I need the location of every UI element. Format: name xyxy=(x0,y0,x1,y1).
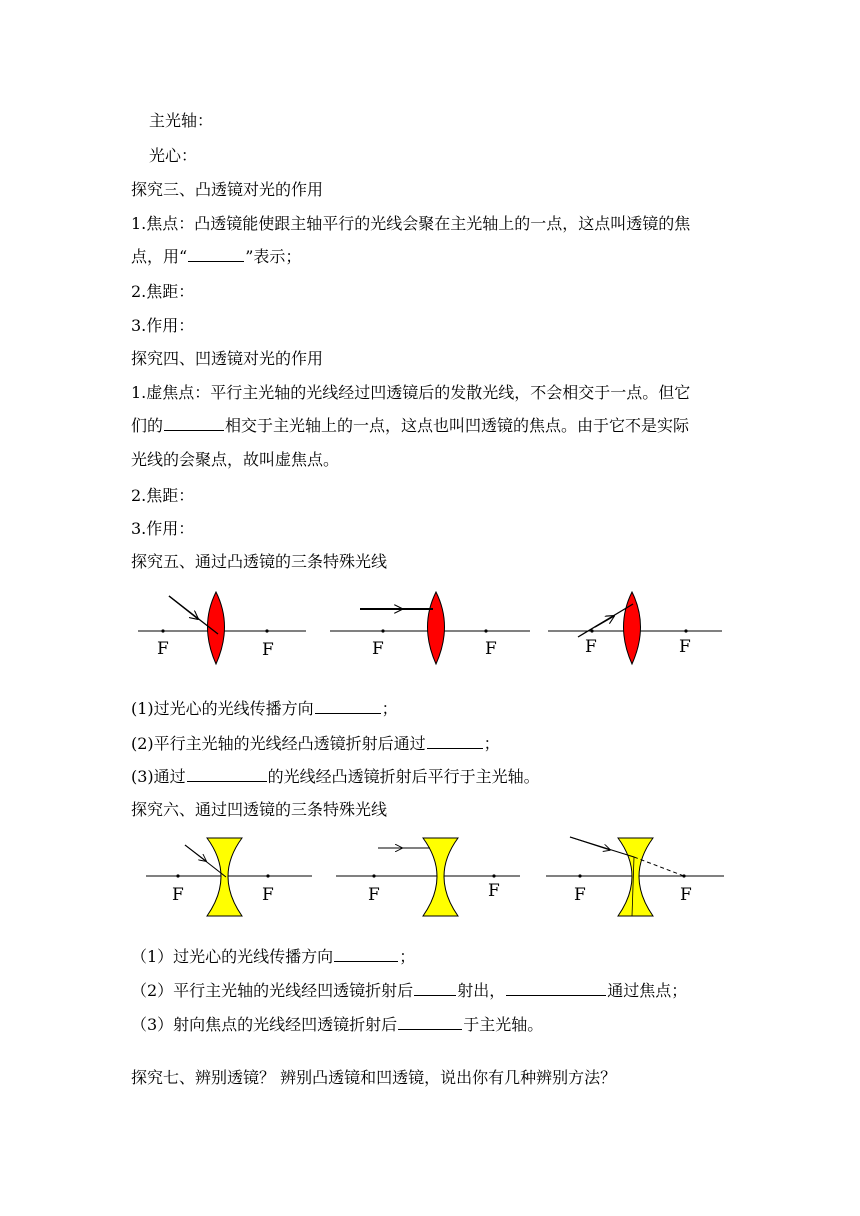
focus-label: F xyxy=(488,881,500,901)
focal-point xyxy=(265,629,268,632)
focal-point xyxy=(176,874,179,877)
section-4-item-1-line-1: 1.虚焦点：平行主光轴的光线经过凹透镜后的发散光线，不会相交于一点。但它 xyxy=(131,383,691,402)
convex-diagram-2 xyxy=(330,592,530,664)
focal-point xyxy=(578,874,581,877)
concave-diagram-1 xyxy=(146,838,312,916)
text-fragment: 点，用“ xyxy=(131,247,188,266)
section-3-item-2: 2.焦距： xyxy=(131,282,195,301)
section-3-item-1-line-2 xyxy=(131,246,301,267)
focal-point xyxy=(266,874,269,877)
text-fragment: ”表示； xyxy=(245,247,302,266)
section-3-title: 探究三、凸透镜对光的作用 xyxy=(131,180,324,199)
section-3-item-1-line-1: 1.焦点：凸透镜能使跟主轴平行的光线会聚在主光轴上的一点，这点叫透镜的焦 xyxy=(131,214,691,233)
focal-point xyxy=(492,874,495,877)
fill-blank[interactable] xyxy=(398,1014,462,1030)
convex-diagram-1 xyxy=(138,592,306,664)
optical-center-label: 光心： xyxy=(149,146,198,165)
focus-label: F xyxy=(368,885,380,905)
text-fragment: （2）平行主光轴的光线经凹透镜折射后 xyxy=(131,981,414,1000)
ray-arrow xyxy=(570,837,610,850)
focus-label: F xyxy=(485,639,497,659)
section-4-item-3: 3.作用： xyxy=(131,519,195,538)
focus-label: F xyxy=(262,640,274,660)
convex-diagram-3 xyxy=(548,592,722,664)
text-fragment: （3）射向焦点的光线经凹透镜折射后 xyxy=(131,1015,398,1034)
section-6-item-3 xyxy=(131,1014,543,1035)
text-fragment: 于主光轴。 xyxy=(463,1015,544,1034)
focal-point xyxy=(484,629,487,632)
text-fragment: （1）过光心的光线传播方向 xyxy=(131,947,334,966)
text-fragment: 相交于主光轴上的一点，这点也叫凹透镜的焦点。由于它不是实际 xyxy=(225,416,690,435)
fill-blank[interactable] xyxy=(315,698,381,714)
fill-blank[interactable] xyxy=(427,733,483,749)
fill-blank[interactable] xyxy=(164,415,224,431)
focus-label: F xyxy=(574,885,586,905)
text-fragment: (2)平行主光轴的光线经凸透镜折射后通过 xyxy=(131,734,426,753)
extended-ray xyxy=(634,857,684,876)
section-3-item-3: 3.作用： xyxy=(131,316,195,335)
focus-label: F xyxy=(157,639,169,659)
focus-label: F xyxy=(680,885,692,905)
main-axis-label: 主光轴： xyxy=(149,111,214,130)
section-6-item-1 xyxy=(131,946,415,967)
fill-blank[interactable] xyxy=(188,246,244,262)
section-6-item-2 xyxy=(131,980,687,1001)
concave-lens xyxy=(207,838,242,916)
focal-point xyxy=(684,629,687,632)
section-6-title: 探究六、通过凹透镜的三条特殊光线 xyxy=(131,800,388,819)
section-5-title: 探究五、通过凸透镜的三条特殊光线 xyxy=(131,552,388,571)
concave-diagram-2 xyxy=(336,838,520,916)
fill-blank[interactable] xyxy=(414,980,456,996)
concave-lens xyxy=(423,838,458,916)
fill-blank[interactable] xyxy=(334,946,398,962)
convex-lens xyxy=(624,592,641,664)
text-fragment: 的光线经凸透镜折射后平行于主光轴。 xyxy=(267,767,540,786)
ray-arrow xyxy=(595,616,614,627)
text-fragment: (3)通过 xyxy=(131,767,186,786)
focal-point xyxy=(372,874,375,877)
concave-diagram-3 xyxy=(546,837,724,916)
convex-lens xyxy=(428,592,445,664)
fill-blank[interactable] xyxy=(187,766,267,782)
section-5-item-1 xyxy=(131,698,398,719)
fill-blank[interactable] xyxy=(506,980,606,996)
text-fragment: ； xyxy=(381,699,398,718)
text-fragment: 射出， xyxy=(457,981,506,1000)
focus-label: F xyxy=(262,885,274,905)
focus-label: F xyxy=(585,637,597,657)
convex-lens-diagrams xyxy=(130,588,730,670)
concave-lens-diagrams xyxy=(140,830,730,922)
focus-label: F xyxy=(172,885,184,905)
text-fragment: 通过焦点； xyxy=(607,981,688,1000)
focal-point xyxy=(381,629,384,632)
focus-label: F xyxy=(679,637,691,657)
text-fragment: ； xyxy=(483,734,500,753)
text-fragment: 们的 xyxy=(131,416,164,435)
text-fragment: ； xyxy=(399,947,416,966)
section-5-item-2 xyxy=(131,733,500,754)
section-7-title: 探究七、辨别透镜？ 辨别凸透镜和凹透镜，说出你有几种辨别方法？ xyxy=(131,1068,617,1087)
section-4-item-1-line-3: 光线的会聚点，故叫虚焦点。 xyxy=(131,450,340,469)
section-4-title: 探究四、凹透镜对光的作用 xyxy=(131,349,324,368)
ray-arrow xyxy=(185,845,206,861)
focus-label: F xyxy=(372,639,384,659)
ray-arrow xyxy=(169,596,198,619)
text-fragment: (1)过光心的光线传播方向 xyxy=(131,699,314,718)
focal-point xyxy=(161,629,164,632)
section-5-item-3 xyxy=(131,766,540,787)
concave-lens xyxy=(618,838,653,916)
section-4-item-1-line-2 xyxy=(131,415,689,436)
section-4-item-2: 2.焦距： xyxy=(131,486,195,505)
